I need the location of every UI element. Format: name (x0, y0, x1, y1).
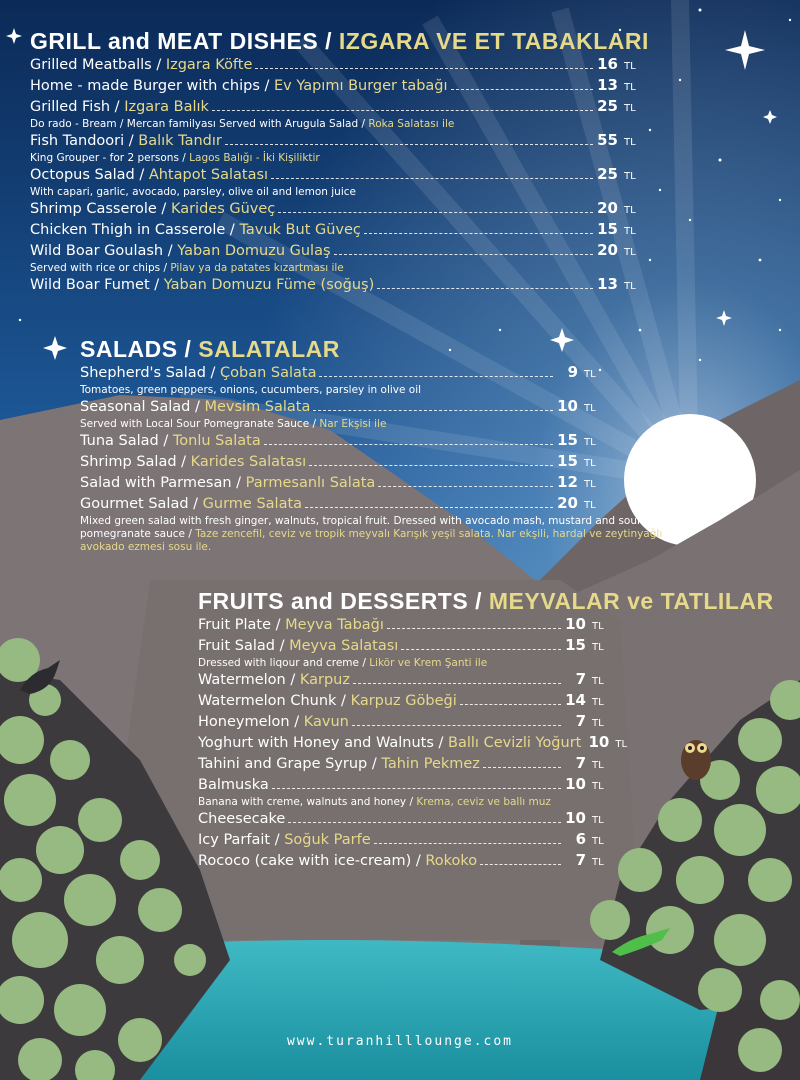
menu-item: Watermelon Chunk / Karpuz Göbeği 14 TL (198, 691, 608, 712)
item-name-tr: Meyva Tabağı (285, 617, 384, 633)
menu-item: Rococo (cake with ice-cream) / Rokoko 7 TL (198, 851, 608, 872)
item-name-tr: Soğuk Parfe (284, 832, 371, 848)
menu-item: Gourmet Salad / Gurme Salata 20 TL Mixed green salad with fresh ginger, walnuts, tropical fruit. Dressed with avocado mash, mustard and sour pomegranate sauce / Taze zencefil, ceviz ve tropik meyvalı Karışık yeşil salata. Nar ekşili, hardal ve zeytinyağlı avokado ezmesi sosu ile. (80, 494, 600, 554)
menu-item-list (198, 615, 628, 872)
item-name: Grilled Fish (30, 99, 111, 115)
section-title: SALADS / SALATALAR (80, 336, 340, 362)
item-price: 7 (575, 754, 586, 772)
item-description: Tomatoes, green peppers, onions, cucumbers, parsley in olive oil (80, 384, 422, 396)
item-price: 10 (557, 397, 578, 415)
item-name-tr: Ahtapot Salatası (148, 167, 269, 183)
desserts-section (198, 588, 774, 872)
item-description: Served with rice or chips / Pilav ya da patates kızartması ile (30, 262, 344, 274)
item-name: Yoghurt with Honey and Walnuts (198, 735, 434, 751)
item-name: Fruit Salad (198, 638, 275, 654)
item-currency: TL (615, 739, 628, 750)
menu-item: Tuna Salad / Tonlu Salata 15 TL (80, 431, 600, 452)
item-description: Dressed with liqour and creme / Likör ve Krem Şanti ile (198, 657, 488, 669)
item-name: Seasonal Salad (80, 399, 191, 415)
item-currency: TL (624, 247, 636, 258)
item-name: Cheesecake (198, 811, 286, 827)
item-name: Honeymelon (198, 714, 290, 730)
menu-item: Tahini and Grape Syrup / Tahin Pekmez 7 TL (198, 754, 608, 775)
item-name: Rococo (cake with ice-cream) (198, 853, 412, 869)
item-name-tr: Karides Güveç (170, 201, 276, 217)
item-price: 7 (575, 712, 586, 730)
item-name-tr: Kavun (303, 714, 349, 730)
item-currency: TL (624, 137, 636, 148)
item-name: Watermelon Chunk (198, 693, 337, 709)
item-name-tr: Izgara Köfte (165, 57, 253, 73)
menu-item: Shrimp Salad / Karides Salatası 15 TL (80, 452, 600, 473)
section-title: FRUITS and DESSERTS / MEYVALAR ve TATLILAR (198, 588, 774, 614)
item-price: 10 (588, 733, 610, 751)
item-currency: TL (592, 760, 604, 771)
item-name-tr: Gurme Salata (202, 496, 303, 512)
item-price: 10 (565, 615, 586, 633)
item-name-tr: Yaban Domuzu Füme (soğuş) (163, 277, 375, 293)
item-name: Grilled Meatballs (30, 57, 152, 73)
item-name: Chicken Thigh in Casserole (30, 222, 226, 238)
item-currency: TL (624, 226, 636, 237)
item-currency: TL (592, 815, 604, 826)
item-name-tr: Ev Yapımı Burger tabağı (274, 78, 448, 94)
item-price: 10 (565, 775, 586, 793)
menu-item: Octopus Salad / Ahtapot Salatası 25 TL With capari, garlic, avocado, parsley, olive oil and lemon juice (30, 165, 640, 199)
menu-item (198, 775, 608, 809)
item-price: 6 (575, 830, 586, 848)
item-name-tr: Izgara Balık (124, 99, 209, 115)
item-name-tr: Tonlu Salata (172, 433, 261, 449)
menu-item: Shepherd's Salad / Çoban Salata 9 TL Tomatoes, green peppers, onions, cucumbers, parsley in olive oil (80, 363, 600, 397)
item-currency: TL (584, 458, 596, 469)
item-description: Banana with creme, walnuts and honey / Krema, ceviz ve ballı muz (198, 796, 551, 808)
item-name: Balmuska (198, 777, 269, 793)
grill-section (30, 28, 649, 296)
menu-item: Seasonal Salad / Mevsim Salata 10 TL Served with Local Sour Pomegranate Sauce / Nar Ekşisi ile (80, 397, 600, 431)
salads-section (80, 336, 663, 554)
menu-item: Yoghurt with Honey and Walnuts / Ballı Cevizli Yoğurt 10 TL (198, 733, 608, 754)
item-price: 12 (557, 473, 578, 491)
item-description: Mixed green salad with fresh ginger, walnuts, tropical fruit. Dressed with avocado mash, mustard and sour pomegranate sauce / Taze zencefil, ceviz ve tropik meyvalı Karışık yeşil salata. Nar ekşili, hardal ve zeytinyağlı avokado ezmesi sosu ile. (80, 515, 663, 553)
item-name-tr: Tavuk But Güveç (239, 222, 361, 238)
item-name-tr: Yaban Domuzu Gulaş (177, 243, 331, 259)
item-name: Salad with Parmesan (80, 475, 232, 491)
item-name: Octopus Salad (30, 167, 135, 183)
menu-item: Grilled Fish / Izgara Balık 25 TL Do rado - Bream / Mercan familyası Served with Arugula Salad / Roka Salatası ile (30, 97, 640, 131)
item-price: 20 (557, 494, 578, 512)
menu-item: Fish Tandoori / Balık Tandır 55 TL King Grouper - for 2 persons / Lagos Balığı - İki Kişiliktir (30, 131, 640, 165)
item-name: Fish Tandoori (30, 133, 125, 149)
item-currency: TL (624, 171, 636, 182)
item-price: 13 (597, 76, 618, 94)
item-currency: TL (584, 479, 596, 490)
item-price: 25 (597, 165, 618, 183)
item-description: King Grouper - for 2 persons / Lagos Balığı - İki Kişiliktir (30, 152, 320, 164)
menu-item (198, 809, 608, 830)
item-name-tr: Çoban Salata (220, 365, 317, 381)
item-currency: TL (592, 857, 604, 868)
item-price: 15 (557, 452, 578, 470)
menu-item: Grilled Meatballs / Izgara Köfte 16 TL (30, 55, 640, 76)
item-name-tr: Tahin Pekmez (381, 756, 480, 772)
menu-item: Fruit Salad / Meyva Salatası 15 TL Dressed with liqour and creme / Likör ve Krem Şanti ile (198, 636, 608, 670)
item-price: 55 (597, 131, 618, 149)
item-description: Served with Local Sour Pomegranate Sauce / Nar Ekşisi ile (80, 418, 387, 430)
item-name-tr: Karpuz (299, 672, 350, 688)
website-link[interactable]: www.turanhilllounge.com (286, 1034, 513, 1049)
item-name: Watermelon (198, 672, 286, 688)
item-price: 13 (597, 275, 618, 293)
item-price: 20 (597, 241, 618, 259)
item-currency: TL (624, 82, 636, 93)
item-currency: TL (592, 697, 604, 708)
item-name-tr: Meyva Salatası (289, 638, 399, 654)
menu-item: Fruit Plate / Meyva Tabağı 10 TL (198, 615, 608, 636)
item-price: 15 (597, 220, 618, 238)
item-currency: TL (592, 718, 604, 729)
item-currency: TL (584, 500, 596, 511)
item-currency: TL (624, 205, 636, 216)
item-name-tr: Balık Tandır (138, 133, 222, 149)
item-name-tr: Mevsim Salata (204, 399, 311, 415)
menu-item: Chicken Thigh in Casserole / Tavuk But Güveç 15 TL (30, 220, 640, 241)
item-description: With capari, garlic, avocado, parsley, olive oil and lemon juice (30, 186, 356, 198)
item-name-tr: Ballı Cevizli Yoğurt (448, 735, 582, 751)
item-price: 10 (565, 809, 586, 827)
item-price: 15 (557, 431, 578, 449)
menu-item: Watermelon / Karpuz 7 TL (198, 670, 608, 691)
item-currency: TL (592, 621, 604, 632)
item-name: Shepherd's Salad (80, 365, 206, 381)
item-currency: TL (592, 781, 604, 792)
item-currency: TL (592, 836, 604, 847)
item-name: Tuna Salad (80, 433, 159, 449)
item-currency: TL (584, 437, 596, 448)
item-price: 7 (575, 851, 586, 869)
item-currency: TL (584, 369, 596, 380)
item-currency: TL (624, 281, 636, 292)
menu-item: Wild Boar Goulash / Yaban Domuzu Gulaş 20 TL Served with rice or chips / Pilav ya da patates kızartması ile (30, 241, 640, 275)
item-name: Home - made Burger with chips (30, 78, 260, 94)
item-currency: TL (584, 403, 596, 414)
item-currency: TL (592, 642, 604, 653)
menu-item: Home - made Burger with chips / Ev Yapımı Burger tabağı 13 TL (30, 76, 640, 97)
menu-item: Shrimp Casserole / Karides Güveç 20 TL (30, 199, 640, 220)
item-currency: TL (624, 61, 636, 72)
item-price: 14 (565, 691, 586, 709)
menu-item: Honeymelon / Kavun 7 TL (198, 712, 608, 733)
section-title: GRILL and MEAT DISHES / IZGARA VE ET TABAKLARI (30, 28, 649, 54)
item-name: Shrimp Casserole (30, 201, 157, 217)
item-currency: TL (624, 103, 636, 114)
item-name-tr: Karpuz Göbeği (350, 693, 457, 709)
item-name-tr: Karides Salatası (190, 454, 307, 470)
menu-item: Wild Boar Fumet / Yaban Domuzu Füme (soğuş) 13 TL (30, 275, 640, 296)
item-name: Tahini and Grape Syrup (198, 756, 368, 772)
item-name: Gourmet Salad (80, 496, 189, 512)
item-price: 16 (597, 55, 618, 73)
item-price: 20 (597, 199, 618, 217)
menu-item: Salad with Parmesan / Parmesanlı Salata 12 TL (80, 473, 600, 494)
menu-item-list (80, 363, 663, 554)
item-name: Wild Boar Goulash (30, 243, 164, 259)
item-description: Do rado - Bream / Mercan familyası Served with Arugula Salad / Roka Salatası ile (30, 118, 455, 130)
menu-item-list (30, 55, 640, 296)
item-name: Icy Parfait (198, 832, 271, 848)
item-name-tr: Parmesanlı Salata (245, 475, 376, 491)
item-name: Shrimp Salad (80, 454, 177, 470)
owl-icon (681, 740, 711, 780)
item-price: 7 (575, 670, 586, 688)
item-name: Wild Boar Fumet (30, 277, 150, 293)
item-currency: TL (592, 676, 604, 687)
item-price: 15 (565, 636, 586, 654)
item-name: Fruit Plate (198, 617, 272, 633)
menu-item: Icy Parfait / Soğuk Parfe 6 TL (198, 830, 608, 851)
item-price: 9 (567, 363, 578, 381)
item-price: 25 (597, 97, 618, 115)
item-name-tr: Rokoko (425, 853, 478, 869)
